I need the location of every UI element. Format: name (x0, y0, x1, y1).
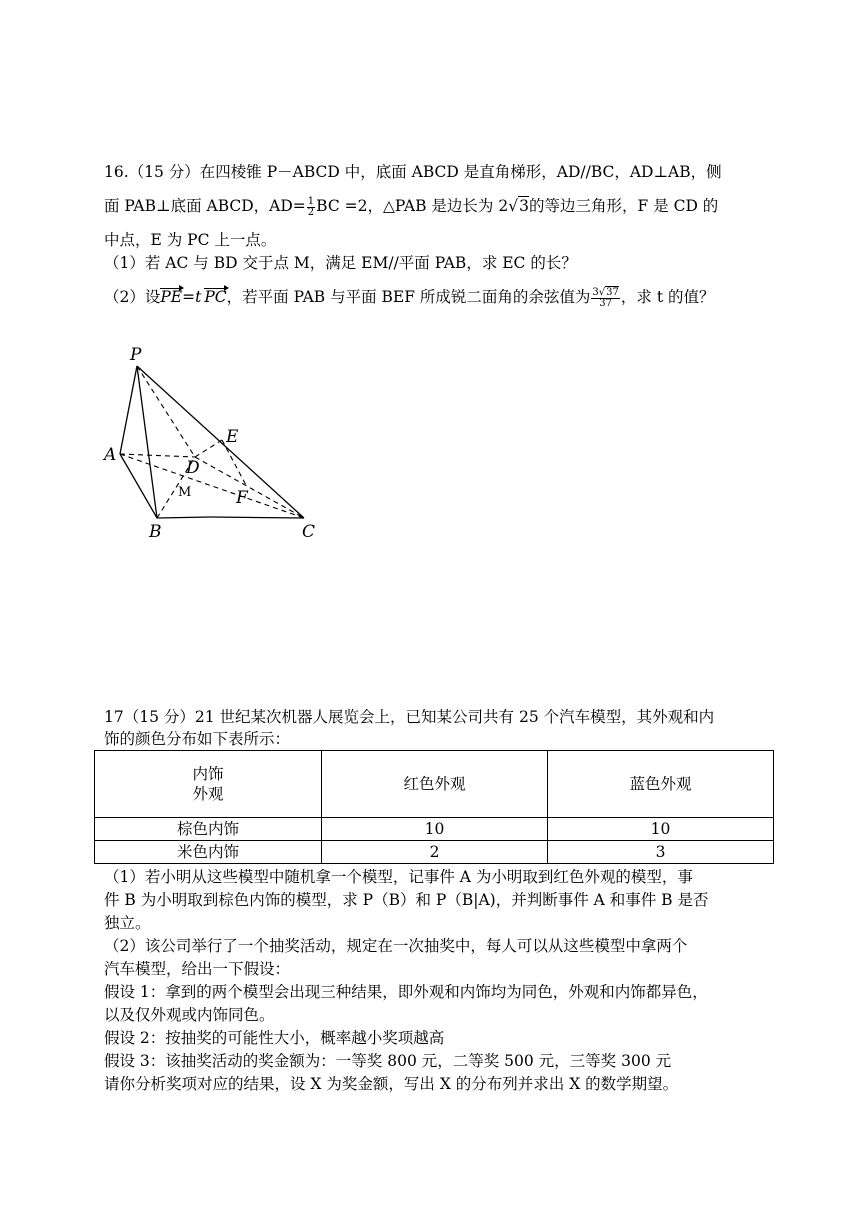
diag-ac (120, 454, 304, 518)
edge-ad (120, 454, 195, 457)
table-header-blue: 蓝色外观 (548, 751, 774, 818)
table-row: 米色内饰 2 3 (95, 841, 774, 864)
edge-dc (195, 457, 304, 518)
q17-hypothesis-2: 假设 2：按抽奖的可能性大小，概率越小奖项越高 (104, 1029, 445, 1047)
table-header-red: 红色外观 (322, 751, 548, 818)
q16-text: 面 PAB⊥底面 ABCD，AD= (104, 197, 306, 215)
sqrt-3: 3 (519, 197, 529, 215)
q16-line-3 (104, 230, 276, 250)
q17-line-1: 17（15 分）21 世纪某次机器人展览会上，已知某公司共有 25 个汽车模型，其外观和内 (104, 708, 715, 726)
label-b: B (149, 522, 162, 542)
q16-text: 的等边三角形，F 是 CD 的 (528, 197, 719, 215)
fraction-half: $\frac{1}{2}$ (307, 195, 315, 218)
vector-pc: PC (204, 288, 227, 306)
q17-part1-line-1: （1）若小明从这些模型中随机拿一个模型，记事件 A 为小明取到红色外观的模型，事 (104, 868, 693, 886)
q16-text: 16.（15 分）在四棱锥 P－ABCD 中，底面 ABCD 是直角梯形，AD//BC，AD⊥AB，侧 (104, 163, 722, 181)
edge-pc (137, 366, 304, 518)
q17-hypothesis-3: 假设 3：该抽奖活动的奖金额为：一等奖 800 元，二等奖 500 元，三等奖 300 元 (104, 1052, 672, 1070)
q16-part1-text: （1）若 AC 与 BD 交于点 M，满足 EM//平面 PAB，求 EC 的长？ (104, 254, 577, 272)
label-p: P (130, 345, 142, 365)
edge-bc-2 (210, 517, 304, 518)
q17-line-2: 饰的颜色分布如下表所示： (104, 730, 291, 748)
vector-pe: PE (160, 288, 183, 306)
table-corner-cell: 内饰 外观 (95, 751, 322, 818)
q17-hypothesis-1-line-1: 假设 1：拿到的两个模型会出现三种结果，即外观和内饰均为同色，外观和内饰都异色， (104, 983, 708, 1001)
q17-part1-line-2: 件 B 为小明取到棕色内饰的模型，求 P（B）和 P（B|A)，并判断事件 A 和事件 B 是否 (104, 891, 709, 909)
q16-part-2: （2）设PE=t PC，若平面 PAB 与平面 BEF 所成锐二面角的余弦值为 $\frac{3√37}{37}$ ，求 t 的值？ (104, 286, 715, 309)
label-d: D (186, 458, 200, 478)
table-header-row (95, 751, 774, 818)
q16-text: BC =2，△PAB 是边长为 2 (316, 197, 509, 215)
segment-de (195, 440, 222, 457)
q17-hypothesis-1-line-2: 以及仅外观或内饰同色。 (104, 1006, 275, 1024)
label-c: C (302, 522, 316, 542)
q17-part1-line-3: 独立。 (104, 914, 151, 932)
label-e: E (226, 427, 239, 447)
edge-pb (137, 366, 157, 518)
table-row: 棕色内饰 10 10 (95, 818, 774, 841)
edge-pa (120, 366, 137, 454)
q17-part2-line-1: （2）该公司举行了一个抽奖活动，规定在一次抽奖中，每人可以从这些模型中拿两个 (104, 937, 688, 955)
q17-final-question: 请你分析奖项对应的结果，设 X 为奖金额，写出 X 的分布列并求出 X 的数学期望。 (104, 1075, 679, 1093)
q16-line-2: 面 PAB⊥底面 ABCD，AD= $\frac{1}{2}$ BC =2，△PAB 是边长为 2√3的等边三角形，F 是 CD 的 (104, 195, 719, 218)
color-distribution-table (94, 750, 774, 864)
fraction-cosine: $\frac{3√37}{37}$ (592, 286, 619, 309)
q17-part2-line-2: 汽车模型，给出一下假设： (104, 960, 291, 978)
edge-bc-1 (157, 517, 210, 518)
label-m: M (178, 485, 192, 500)
edge-ab (120, 454, 157, 518)
pyramid-figure (100, 340, 330, 545)
label-f: F (236, 488, 248, 508)
q16-part-1 (104, 253, 577, 273)
q16-text: 中点，E 为 PC 上一点。 (104, 231, 277, 249)
label-a: A (104, 445, 117, 465)
q16-line-1 (104, 162, 722, 182)
